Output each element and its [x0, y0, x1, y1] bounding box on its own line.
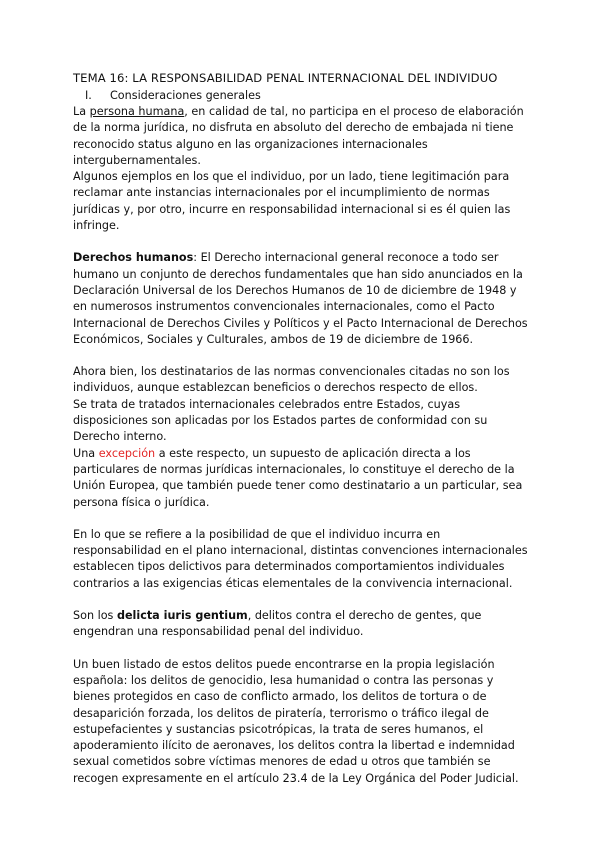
paragraph-destinatarios: Ahora bien, los destinatarios de las normas convencionales citadas no son los individuos, aunque establezcan beneficios o derechos respecto de ellos.: [73, 365, 510, 395]
paragraph-responsabilidad: En lo que se refiere a la posibilidad de que el individuo incurra en responsabilidad en el plano internacional, distintas convenciones internacionales establecen tipos delictivos para determinados comportamientos individuales contrarios a las exigencias éticas elementales de la convivencia internacional.: [73, 527, 528, 590]
document-title: TEMA 16: LA RESPONSABILIDAD PENAL INTERNACIONAL DEL INDIVIDUO: [73, 71, 498, 85]
paragraph-delicta: Son los delicta iuris gentium, delitos contra el derecho de gentes, que engendran una responsabilidad penal del individuo.: [73, 609, 482, 639]
bold-term: delicta iuris gentium: [116, 609, 248, 623]
paragraph-tratados: Se trata de tratados internacionales celebrados entre Estados, cuyas disposiciones son aplicadas por los Estados partes de conformidad con su Derecho interno.: [73, 397, 488, 444]
highlighted-term: excepción: [98, 446, 156, 460]
section-number: I.: [85, 89, 92, 102]
paragraph-derechos-humanos: Derechos humanos: El Derecho internacional general reconoce a todo ser humano un conjunto de derechos fundamentales que han sido anunciados en la Declaración Universal de los Derechos Humanos de 10 de diciembre de 1948 y en numerosos instrumentos convencionales internacionales, como el Pacto Internacional de Derechos Civiles y Políticos y el Pacto Internacional de Derechos Económicos, Sociales y Culturales, ambos de 19 de diciembre de 1966.: [73, 251, 528, 346]
bold-term: Derechos humanos: [73, 251, 194, 265]
paragraph-excepcion: Una excepción a este respecto, un supuesto de aplicación directa a los particulares de normas jurídicas internacionales, lo constituye el derecho de la Unión Europea, que también puede tener como destinatario a un particular, sea persona física o jurídica.: [73, 446, 523, 509]
paragraph-persona-humana: La persona humana, en calidad de tal, no participa en el proceso de elaboración de la norma jurídica, no disfruta en absoluto del derecho de embajada ni tiene reconocido status alguno en las organizaciones internacionales intergubernamentales.: [73, 105, 524, 167]
paragraph-listado-delitos: Un buen listado de estos delitos puede encontrarse en la propia legislación española: los delitos de genocidio, lesa humanidad o contra las personas y bienes protegidos en caso de conflicto armado, los delitos de tortura o de desaparición forzada, los delitos de piratería, terrorismo o tráfico ilegal de estupefacientes y sustancias psicotrópicas, la trata de seres humanos, el apoderamiento ilícito de aeronaves, los delitos contra la libertad e indemnidad sexual cometidos sobre víctimas menores de edad u otros que también se recogen expresamente en el artículo 23.4 de la Ley Orgánica del Poder Judicial.: [73, 657, 519, 785]
section-label: Consideraciones generales: [110, 89, 261, 102]
paragraph-ejemplos: Algunos ejemplos en los que el individuo, por un lado, tiene legitimación para reclamar ante instancias internacionales por el incumplimiento de normas jurídicas y, por otro, incurre en responsabilidad internacional si es él quien las infringe.: [73, 170, 511, 233]
underlined-term: persona humana: [89, 105, 185, 118]
section-heading: [85, 88, 530, 104]
